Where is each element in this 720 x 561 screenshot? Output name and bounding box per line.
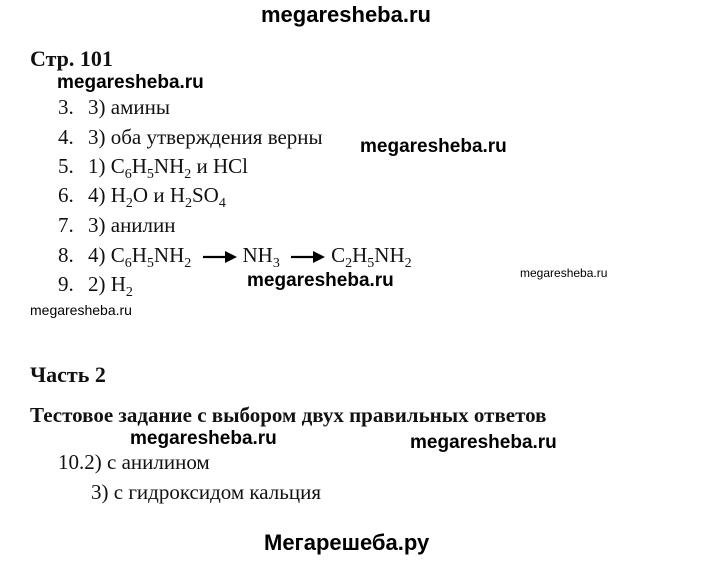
answer-item-7: 7. 3) анилин (58, 213, 176, 237)
watermark-part2-right: megaresheba.ru (410, 432, 557, 453)
answer-item-3: 3. 3) амины (58, 95, 170, 119)
reaction-arrow-icon (291, 251, 325, 263)
answer-item-8: 8. 4) $C_6H_5NH_2$ $NH_3$ $C_2H_5NH_2$ (58, 243, 412, 271)
answer-item-9: 9. 2) $H_2$ (58, 272, 133, 300)
watermark-part2-left: megaresheba.ru (130, 428, 277, 449)
answer-item-6: 6. 4) $H_2O$ и $H_2SO_4$ (58, 183, 226, 211)
footer-site-name: Мегарешеба.ру (264, 530, 430, 555)
task-heading: Тестовое задание с выбором двух правильных ответов (30, 403, 547, 427)
part2-heading: Часть 2 (30, 362, 106, 387)
watermark-under-heading: megaresheba.ru (57, 72, 204, 93)
watermark-small-left: megaresheba.ru (30, 302, 132, 318)
answer-10-line2: 3) с гидроксидом кальция (91, 480, 321, 504)
watermark-right-item4: megaresheba.ru (360, 136, 507, 157)
reaction-arrow-icon (203, 251, 237, 263)
watermark-small-right: megaresheba.ru (520, 266, 608, 280)
watermark-top: megaresheba.ru (261, 2, 431, 27)
answer-10-line1: 10.2) с анилином (58, 450, 210, 474)
answer-item-4: 4. 3) оба утверждения верны (58, 125, 323, 149)
watermark-mid: megaresheba.ru (247, 270, 394, 291)
page-heading: Стр. 101 (30, 46, 113, 71)
answer-item-5: 5. 1) $C_6H_5NH_2$ и HCl (58, 154, 249, 182)
